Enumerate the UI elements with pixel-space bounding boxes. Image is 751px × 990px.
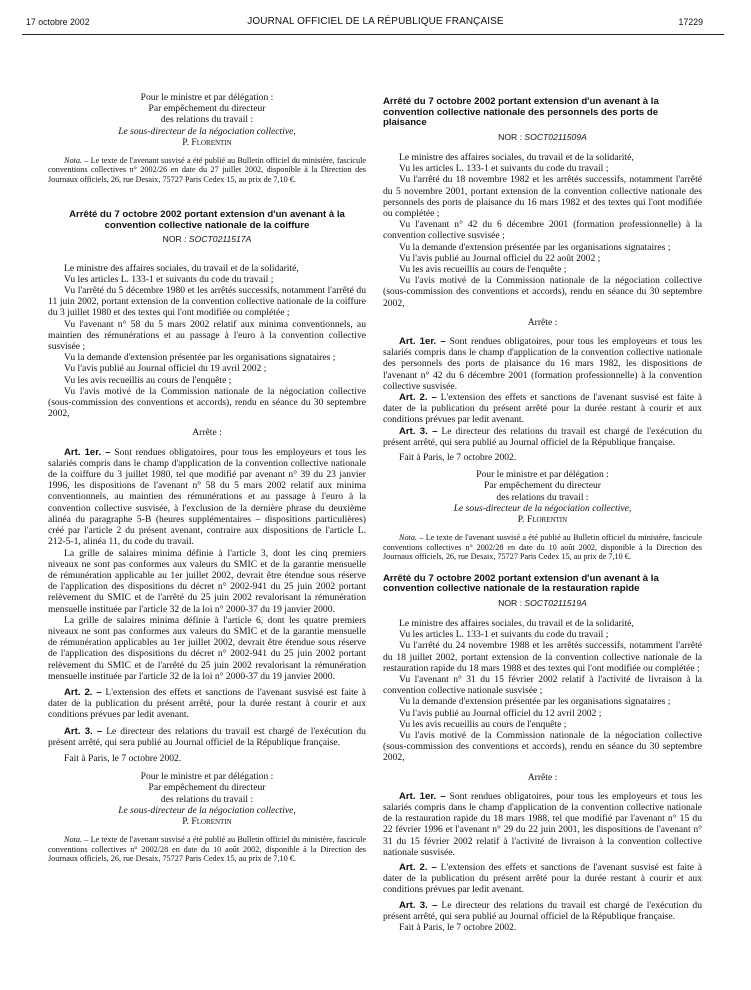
arrete-label: Arrête : (527, 771, 558, 783)
article-3 (383, 900, 702, 922)
signature-line: Le sous-directeur de la négociation collective, (453, 502, 632, 514)
article-label: Art. 1er. – (64, 446, 111, 458)
nor-code: SOCT0211517A (188, 234, 252, 245)
nota-note (383, 533, 702, 561)
page-header (0, 16, 751, 30)
visa-line: Vu l'avenant n° 42 du 6 décembre 2001 (formation professionnelle) à la convention collective susvisée ; (383, 219, 702, 242)
signature-line: Pour le ministre et par délégation : (140, 92, 274, 103)
article-text: Le directeur des relations du travail est chargé de l'exécution du présent arrêté, qui sera publié au Journal officiel de la République française. (48, 725, 366, 748)
visa-line: Vu l'avis motivé de la Commission nationale de la négociation collective (sous-commission des conventions et accords), rendu en séance du 30 septembre 2002, (383, 729, 702, 764)
article-text: Sont rendues obligatoires, pour tous les employeurs et tous les salariés compris dans le champ d'application de la convention collective nationale de la restauration rapide du 18 mars 1988, tel que modifié par l'avenant n° 15 du 22 février 1996 et l'avenant n° 29 du 22 juin 2001, les dispositions de l'avenant n° 31 du 15 février 2002 relatif à l'activité de livraison à la convention collective nationale susvisée. (383, 790, 703, 858)
fait-a-paris: Fait à Paris, le 7 octobre 2002. (399, 921, 517, 933)
signature-line: des relations du travail : (160, 793, 254, 805)
header-date: 17 octobre 2002 (26, 17, 90, 27)
article-2 (48, 687, 366, 721)
visa-line: Vu l'avenant n° 58 du 5 mars 2002 relatif aux minima conventionnels, au maintien des rémunérations et au passage à l'euro à la convention collective susvisée ; (48, 318, 366, 353)
right-column (383, 97, 702, 933)
visa-line: Vu l'avis publié au Journal officiel du 12 avril 2002 ; (399, 707, 602, 719)
nota-label: Nota. – (64, 835, 89, 845)
article-label: Art. 1er. – (399, 336, 446, 348)
nor-reference (383, 598, 702, 609)
visa-line: Vu l'avis motivé de la Commission nationale de la négociation collective (sous-commission des conventions et accords), rendu en séance du 30 septembre 2002, (383, 275, 702, 309)
article-label: Art. 1er. – (399, 790, 446, 802)
visa-line: Vu l'avis motivé de la Commission nationale de la négociation collective (sous-commission des conventions et accords), rendu en séance du 30 septembre 2002, (48, 385, 366, 420)
fait-a-paris: Fait à Paris, le 7 octobre 2002. (64, 752, 182, 764)
article-paragraph: La grille de salaires minima définie à l'article 3, dont les cinq premiers niveaux ne sont pas conformes aux valeurs du SMIC et de la garantie mensuelle de rémunération applicable au 1er juillet 2002, devrait être étendue sous réserve de l'application des dispositions du décret n° 2002-941 du 25 juin 2002 portant relèvement du SMIC et de l'arrêté du 25 juin 2002 revalorisant la rémunération mensuelle instituée par l'article 32 de la loi n° 2000-37 du 19 janvier 2000. (48, 547, 366, 615)
nota-note (48, 156, 366, 184)
article-label: Art. 2. – (399, 392, 437, 404)
article-text: Sont rendues obligatoires, pour tous les employeurs et tous les salariés compris dans le champ d'application de la convention collective nationale de la coiffure du 3 juillet 1980, tel que modifié par avenant n° 39 du 23 janvier 1996, les dispositions de l'avenant n° 58 du 5 mars 2002 relatif aux minima conventionnels, au maintien des rémunérations et au passage à l'euro à la convention collective susvisée, à l'exclusion de la dernière phrase du deuxième alinéa du paragraphe 5-B (heures supplémentaires – dispositions particulières) créé par l'article 2 du présent avenant, contraire aux dispositions de l'article L. 212-5-1, alinéa 11, du code du travail. (48, 446, 366, 548)
article-text: Sont rendues obligatoires, pour tous les employeurs et tous les salariés compris dans le champ d'application de la convention collective nationale des personnels des ports de plaisance du 16 mars 1982, les dispositions de l'avenant n° 42 du 6 décembre 2001 (formation professionnelle) à la convention collective susvisée. (383, 336, 703, 392)
signature-line: Pour le ministre et par délégation : (140, 771, 274, 783)
signature-line: Par empêchement du directeur (148, 782, 266, 794)
fait-a-paris: Fait à Paris, le 7 octobre 2002. (399, 452, 517, 464)
article-label: Art. 3. – (64, 725, 103, 737)
signature-line: des relations du travail : (160, 114, 254, 126)
arrete-title: Arrêté du 7 octobre 2002 portant extension d'un avenant à la convention collective nationale de la coiffure (69, 209, 345, 231)
nor-reference (48, 234, 366, 245)
visa-line: Vu l'avis publié au Journal officiel du 19 avril 2002 ; (64, 363, 267, 375)
signature-line: Par empêchement du directeur (148, 103, 266, 115)
signature-line: Par empêchement du directeur (484, 480, 601, 492)
signatory-name: P. Florentin (517, 514, 568, 526)
signature-block (48, 771, 366, 827)
arrete-title: Arrêté du 7 octobre 2002 portant extension d'un avenant à la convention collective nationale de la restauration rapide (383, 572, 659, 595)
article-1 (383, 791, 702, 858)
visa-line: Le ministre des affaires sociales, du travail et de la solidarité, (399, 617, 634, 629)
arrete-label: Arrête : (527, 316, 558, 328)
visa-line: Vu les avis recueillis au cours de l'enquête ; (64, 374, 232, 386)
nota-text: Le texte de l'avenant susvisé a été publié au Bulletin officiel du ministère, fascicule conventions collectives n° 2002/26 en date du 27 juillet 2002, disponible à la Direction des Journaux officiels, 26, rue Desaix, 75727 Paris Cedex 15, au prix de 7,10 €. (48, 156, 366, 184)
nota-text: Le texte de l'avenant susvisé a été publié au Bulletin officiel du ministère, fascicule conventions collectives n° 2002/28 en date du 10 août 2002, disponible à la Direction des Journaux officiels, 26, rue Desaix, 75727 Paris Cedex 15, au prix de 7,10 €. (48, 835, 366, 863)
article-label: Art. 2. – (399, 861, 437, 873)
signature-line: Pour le ministre et par délégation : (476, 469, 609, 481)
header-page-number: 17229 (678, 17, 703, 27)
visa-line: Vu les articles L. 133-1 et suivants du code du travail ; (64, 273, 274, 285)
signature-line: des relations du travail : (496, 491, 589, 503)
header-rule (22, 34, 724, 35)
signature-line: Le sous-directeur de la négociation collective, (118, 804, 296, 816)
visa-line: Vu les avis recueillis au cours de l'enquête ; (399, 264, 567, 276)
visa-line: Vu les articles L. 133-1 et suivants du code du travail ; (399, 629, 609, 641)
article-label: Art. 3. – (399, 899, 438, 911)
left-column (48, 92, 366, 863)
nota-label: Nota. – (399, 533, 424, 543)
article-text: L'extension des effets et sanctions de l'avenant susvisé est faite à dater de la publication du présent arrêté pour la durée restant à courir et aux conditions prévues par ledit avenant. (383, 861, 702, 896)
visa-line: Vu l'avis publié au Journal officiel du 22 août 2002 ; (399, 252, 601, 264)
article-2 (383, 862, 702, 896)
article-3 (383, 426, 702, 448)
nor-code: SOCT0211519A (524, 597, 587, 608)
nor-label: NOR : (498, 131, 523, 142)
article-label: Art. 2. – (64, 686, 102, 698)
visa-line: Vu l'arrêté du 24 novembre 1988 et les arrêtés successifs, notamment l'arrêté du 18 juillet 2002, portant extension de la convention collective nationale de la restauration rapide du 18 mars 1988 et des textes qui l'ont modifiée ou complétée ; (383, 640, 702, 674)
visa-line: Vu l'arrêté du 5 décembre 1980 et les arrêtés successifs, notamment l'arrêté du 11 juin 2002, portant extension de la convention collective nationale de la coiffure du 3 juillet 1980 et des textes qui l'ont modifiée ou complétée ; (48, 285, 366, 319)
visa-line: Vu les avis recueillis au cours de l'enquête ; (399, 718, 567, 730)
article-text: Le directeur des relations du travail est chargé de l'exécution du présent arrêté, qui sera publié au Journal officiel de la République française. (383, 425, 702, 448)
nota-note (48, 835, 366, 863)
visa-line: Vu la demande d'extension présentée par les organisations signataires ; (399, 241, 671, 253)
arrete-title: Arrêté du 7 octobre 2002 portant extension d'un avenant à la convention collective nationale des personnels des ports de plaisance (383, 96, 659, 129)
article-1 (48, 447, 366, 548)
nota-text: Le texte de l'avenant susvisé a été publié au Bulletin officiel du ministère, fascicule conventions collectives n° 2002/28 en date du 10 août 2002, disponible à la Direction des Journaux officiels, 26, rue Desaix, 75727 Paris Cedex 15, au prix de 7,10 €. (383, 533, 702, 562)
signature-block (383, 469, 702, 525)
signatory-name: P. Florentin (182, 136, 232, 148)
nor-reference (383, 132, 702, 143)
nor-label: NOR : (162, 234, 187, 245)
article-text: L'extension des effets et sanctions de l'avenant susvisé est faite à dater de la publication du présent arrêté pour la durée restant à courir et aux conditions prévues par ledit avenant. (383, 392, 702, 426)
visa-line: Le ministre des affaires sociales, du travail et de la solidarité, (399, 151, 634, 163)
signatory-name: P. Florentin (182, 815, 232, 827)
arrete-label: Arrête : (192, 427, 222, 439)
nor-code: SOCT0211509A (524, 131, 587, 142)
visa-line: Vu les articles L. 133-1 et suivants du code du travail ; (399, 163, 609, 175)
visa-line: Vu la demande d'extension présentée par les organisations signataires ; (64, 352, 336, 364)
article-1 (383, 336, 702, 392)
article-paragraph: La grille de salaires minima définie à l'article 6, dont les quatre premiers niveaux ne sont pas conformes aux valeurs du SMIC et de la garantie mensuelle de rémunération applicables au 1er juillet 2002, devrait être étendue sous réserve de l'application des dispositions du décret n° 2002-941 du 25 juin 2002 portant relèvement du SMIC et de l'arrêté du 25 juin 2002 revalorisant la rémunération mensuelle instituée par l'article 32 de la loi n° 2000-37 du 19 janvier 2000. (48, 614, 366, 682)
signature-block (48, 92, 366, 148)
article-3 (48, 726, 366, 748)
article-text: L'extension des effets et sanctions de l'avenant susvisé est faite à dater de la publication du présent arrêté, pour la durée restant à courir et aux conditions prévues par ledit avenant. (48, 686, 366, 721)
visa-line: Le ministre des affaires sociales, du travail et de la solidarité, (64, 262, 299, 274)
article-label: Art. 3. – (399, 425, 438, 437)
nota-label: Nota. – (64, 156, 89, 166)
article-2 (383, 392, 702, 426)
nor-label: NOR : (498, 597, 523, 608)
signature-line: Le sous-directeur de la négociation collective, (118, 125, 296, 137)
visa-line: Vu l'arrêté du 18 novembre 1982 et les arrêtés successifs, notamment l'arrêté du 5 novembre 2001, portant extension de la convention collective nationale des personnels des ports de plaisance du 16 mars 1982 et des textes qui l'ont modifiée ou complétée ; (383, 174, 702, 219)
header-journal-title: JOURNAL OFFICIEL DE LA RÉPUBLIQUE FRANÇAISE (247, 16, 504, 27)
article-text: Le directeur des relations du travail est chargé de l'exécution du présent arrêté, qui sera publié au Journal officiel de la République française. (383, 899, 702, 922)
visa-line: Vu l'avenant n° 31 du 15 février 2002 relatif à l'activité de livraison à la convention collective nationale susvisée ; (383, 673, 702, 697)
visa-line: Vu la demande d'extension présentée par les organisations signataires ; (399, 696, 671, 708)
